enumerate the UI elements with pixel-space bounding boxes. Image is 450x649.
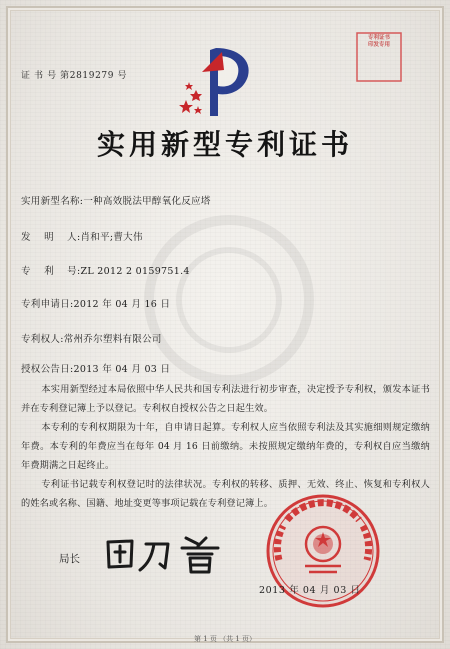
field-label: 授权公告日: <box>21 364 74 375</box>
field-filing-date <box>21 296 170 310</box>
field-value: ZL 2012 2 0159751.4 <box>80 266 190 277</box>
field-label: 实用新型名称: <box>21 196 84 207</box>
certificate-number: 证 书 号 第2819279 号 <box>21 71 128 81</box>
stamp-line-1: 专利证书 <box>367 35 390 41</box>
field-value: 2013 年 04 月 03 日 <box>73 364 171 375</box>
field-label: 发 明 人: <box>21 232 81 243</box>
page-footer: 第 1 页 （共 1 页） <box>193 635 257 643</box>
chief-signature <box>102 532 230 574</box>
field-label: 专利申请日: <box>21 299 74 310</box>
chief-label: 局长 <box>59 553 80 565</box>
patent-office-logo <box>178 42 258 120</box>
stamp-line-2: 印发专用 <box>367 42 390 48</box>
field-label: 专利权人: <box>21 334 64 345</box>
document-title: 实用新型专利证书 <box>96 128 353 161</box>
field-value: 2012 年 04 月 16 日 <box>73 299 171 310</box>
top-right-stamp <box>355 31 403 83</box>
field-value: 常州乔尔塑料有限公司 <box>63 334 162 345</box>
field-value: 肖和平;曹大伟 <box>80 232 143 243</box>
field-value: 一种高效脱法甲醇氧化反应塔 <box>83 196 211 207</box>
body-paragraph-1: 本实用新型经过本局依照中华人民共和国专利法进行初步审查，决定授予专利权，颁发本证书并在专利登记簿上予以登记。专利权自授权公告之日起生效。 <box>21 384 430 414</box>
field-utility-model-name <box>21 193 211 207</box>
seal-date: 2013 年 04 月 03 日 <box>259 585 361 596</box>
field-patentee <box>21 331 162 345</box>
body-paragraph-2: 本专利的专利权期限为十年，自申请日起算。专利权人应当依照专利法及其实施细则规定缴纳年费。本专利的年费应当在每年 04 月 16 日前缴纳。未按照规定缴纳年费的，专利权自应当缴纳年费期满之日起终止。 <box>21 422 430 471</box>
field-grant-date <box>21 361 170 375</box>
field-patent-number <box>21 263 190 277</box>
field-label: 专 利 号: <box>21 266 81 277</box>
body-paragraph-3: 专利证书记载专利权登记时的法律状况。专利权的转移、质押、无效、终止、恢复和专利权人的姓名或名称、国籍、地址变更等事项记载在专利登记簿上。 <box>21 479 430 509</box>
field-inventor <box>21 229 143 243</box>
